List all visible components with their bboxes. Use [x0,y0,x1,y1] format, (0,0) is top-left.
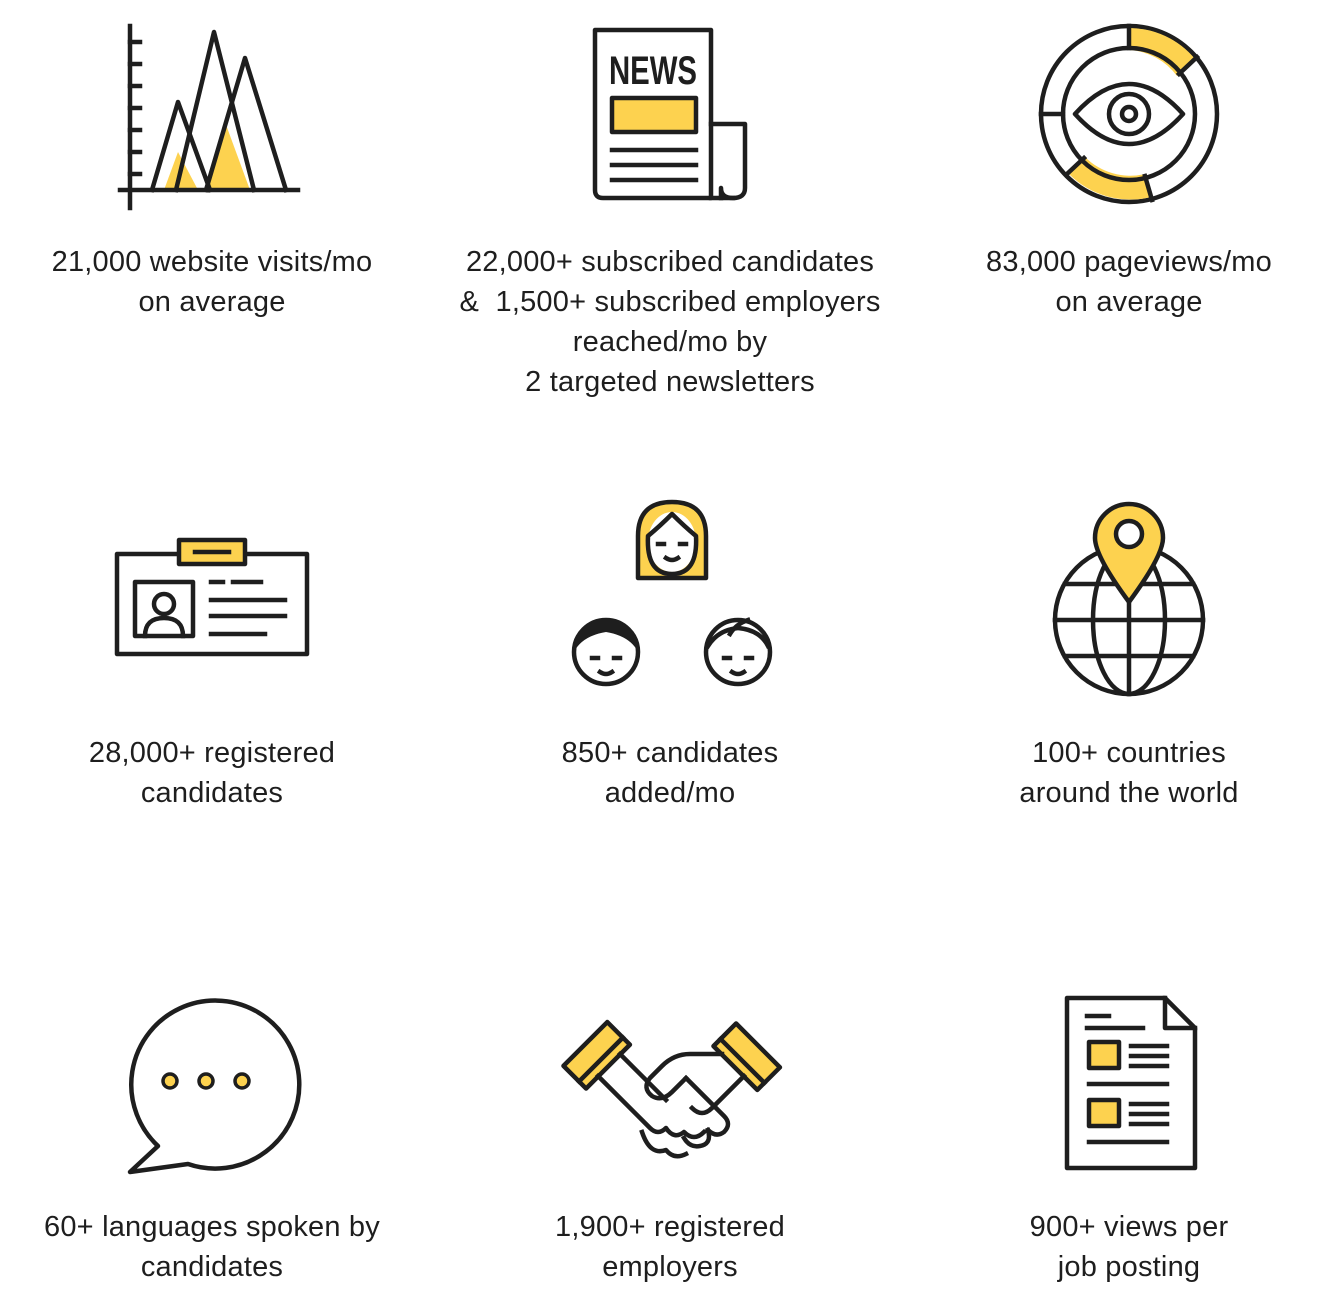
caption-line: candidates [140,777,284,809]
newspaper-icon [593,26,753,206]
eye-target-icon [1039,24,1219,204]
caption-line: on average [138,286,286,318]
caption-line: 900+ views per [1029,1211,1229,1243]
caption-line: 21,000 website visits/mo [51,246,373,278]
stat-caption [450,242,890,402]
caption-line: added/mo [604,777,736,809]
caption-line: 100+ countries [1032,737,1226,769]
stat-caption [0,733,432,813]
stat-caption [909,242,1330,322]
caption-line: around the world [1019,777,1239,809]
caption-line: candidates [140,1251,284,1283]
caption-line: employers [602,1251,738,1283]
caption-line: 83,000 pageviews/mo [986,246,1272,278]
stat-caption [909,1207,1330,1287]
speech-bubble-icon [124,994,300,1176]
people-icon [568,496,778,696]
id-card-icon [115,538,311,658]
handshake-icon [562,1004,782,1166]
stat-caption [450,733,890,813]
caption-line: & 1,500+ subscribed employers [459,286,881,318]
caption-line: reached/mo by [572,326,768,358]
stat-caption [909,733,1330,813]
stat-caption [0,1207,432,1287]
caption-line: 28,000+ registered [88,737,336,769]
caption-line: 1,900+ registered [555,1211,785,1243]
chart-icon [120,22,310,212]
globe-pin-icon [1051,496,1211,700]
caption-line: job posting [1057,1251,1201,1283]
caption-line: on average [1055,286,1203,318]
news-label: NEWS [609,49,697,93]
stat-caption [0,242,432,322]
stat-caption [450,1207,890,1287]
caption-line: 2 targeted newsletters [525,366,815,398]
document-icon [1065,996,1199,1172]
caption-line: 60+ languages spoken by [44,1211,380,1243]
caption-line: 22,000+ subscribed candidates [465,246,875,278]
caption-line: 850+ candidates [561,737,779,769]
